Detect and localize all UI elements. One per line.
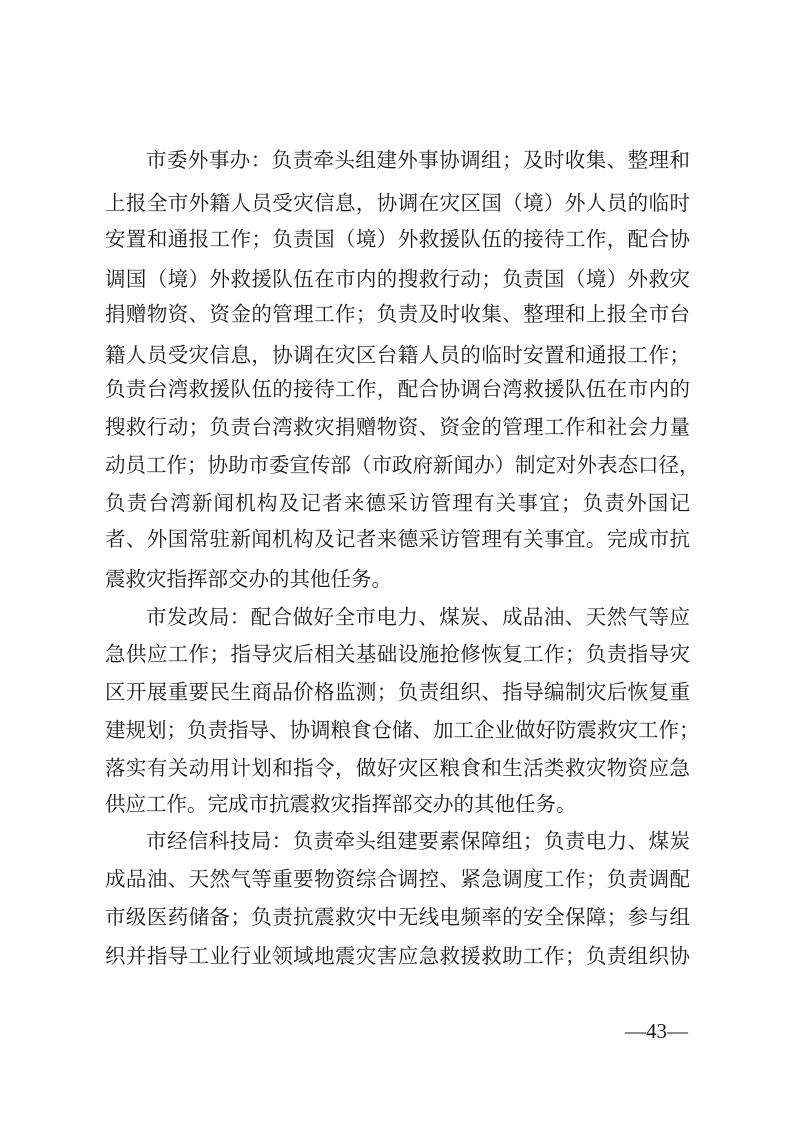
text-line: 成品油、天然气等重要物资综合调控、紧急调度工作；负责调配 — [105, 867, 690, 891]
text-line: 区开展重要民生商品价格监测；负责组织、指导编制灾后恢复重 — [105, 680, 690, 704]
text-line: 急供应工作；指导灾后相关基础设施抢修恢复工作；负责指导灾 — [105, 642, 690, 666]
text-line: 搜救行动；负责台湾救灾捐赠物资、资金的管理工作和社会力量 — [105, 415, 690, 439]
text-line: 者、外国常驻新闻机构及记者来德采访管理有关事宜。完成市抗 — [105, 527, 690, 551]
text-line: 动员工作；协助市委宣传部（市政府新闻办）制定对外表态口径， — [105, 453, 700, 477]
text-line: 供应工作。完成市抗震救灾指挥部交办的其他任务。 — [105, 792, 577, 816]
page-number: —43— — [625, 1019, 688, 1043]
text-line: 市经信科技局：负责牵头组建要素保障组；负责电力、煤炭 — [146, 829, 690, 853]
text-line: 织并指导工业行业领域地震灾害应急救援救助工作；负责组织协 — [105, 944, 690, 968]
text-line: 市发改局：配合做好全市电力、煤炭、成品油、天然气等应 — [146, 605, 690, 629]
text-line: 籍人员受灾信息，协调在灾区台籍人员的临时安置和通报工作； — [105, 343, 690, 367]
text-line: 落实有关动用计划和指令，做好灾区粮食和生活类救灾物资应急 — [105, 756, 690, 780]
text-line: 建规划；负责指导、协调粮食仓储、加工企业做好防震救灾工作； — [105, 718, 700, 742]
text-line: 上报全市外籍人员受灾信息，协调在灾区国（境）外人员的临时 — [105, 191, 690, 215]
text-line: 调国（境）外救援队伍在市内的搜救行动；负责国（境）外救灾 — [105, 267, 690, 291]
text-line: 安置和通报工作；负责国（境）外救援队伍的接待工作，配合协 — [105, 227, 690, 251]
text-line: 震救灾指挥部交办的其他任务。 — [105, 567, 392, 591]
text-line: 捐赠物资、资金的管理工作；负责及时收集、整理和上报全市台 — [105, 302, 690, 326]
text-line: 市委外事办：负责牵头组建外事协调组；及时收集、整理和 — [146, 148, 690, 172]
text-line: 市级医药储备；负责抗震救灾中无线电频率的安全保障；参与组 — [105, 905, 690, 929]
text-line: 负责台湾救援队伍的接待工作，配合协调台湾救援队伍在市内的 — [105, 377, 690, 401]
text-line: 负责台湾新闻机构及记者来德采访管理有关事宜；负责外国记 — [105, 491, 690, 515]
